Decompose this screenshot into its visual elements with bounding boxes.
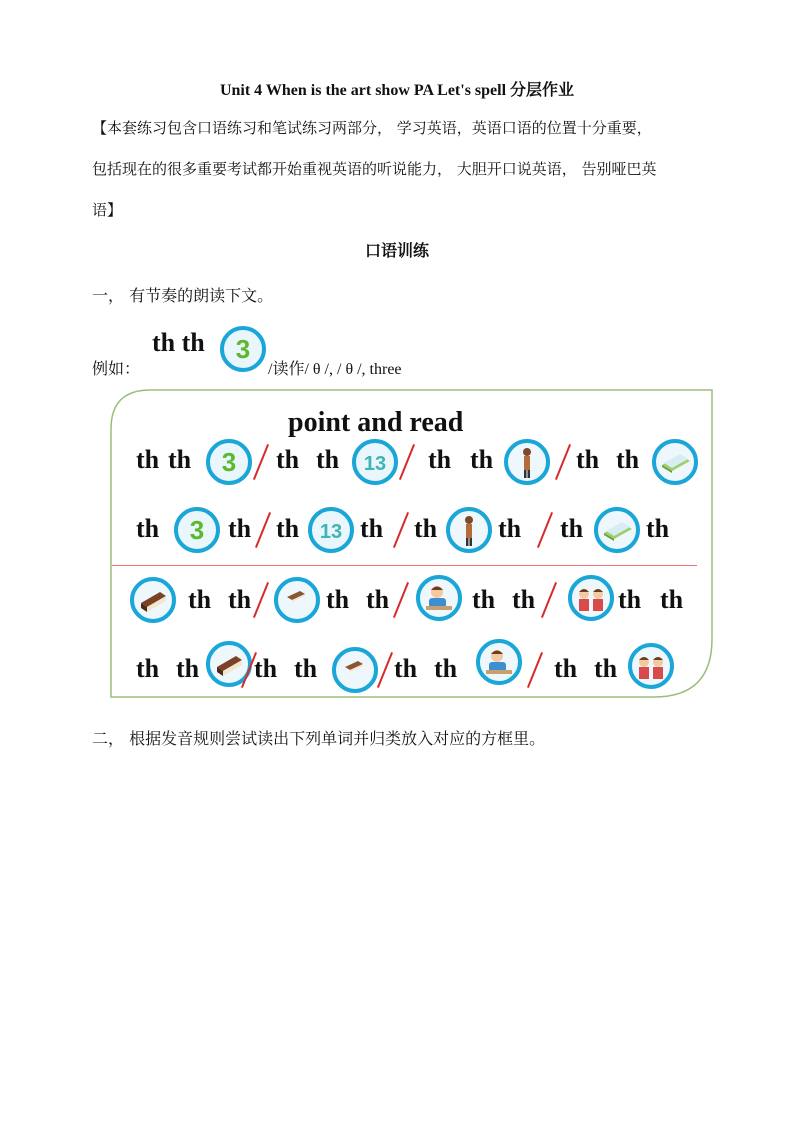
thin-book-icon xyxy=(274,577,320,623)
th-text: th xyxy=(366,585,390,614)
section-title: 口语训练 xyxy=(364,241,429,260)
thin-man-icon xyxy=(504,439,550,485)
th-text: th xyxy=(470,445,494,474)
th-text: th xyxy=(136,514,160,543)
intro-line-3: 语】 xyxy=(92,201,123,219)
number-three-icon xyxy=(174,507,220,553)
th-text: th xyxy=(472,585,496,614)
th-text: th xyxy=(276,514,300,543)
thin-man-icon xyxy=(446,507,492,553)
number-thirteen-icon xyxy=(352,439,398,485)
thick-book-icon xyxy=(130,577,176,623)
brothers-icon xyxy=(628,643,674,689)
th-text: th xyxy=(228,514,252,543)
example-label: 例如： xyxy=(92,359,141,378)
th-text: th xyxy=(136,445,160,474)
th-text: th xyxy=(316,445,340,474)
example-row xyxy=(92,326,692,378)
svg-text:3: 3 xyxy=(221,447,237,477)
svg-text:13: 13 xyxy=(319,521,343,543)
th-text: th xyxy=(294,654,318,683)
question-1: 一， 有节奏的朗读下文。 xyxy=(92,286,274,305)
th-text: th xyxy=(594,654,618,683)
maths-book-icon xyxy=(652,439,698,485)
th-text: th xyxy=(326,585,350,614)
intro-line-2: 包括现在的很多重要考试都开始重视英语的听说能力， 大胆开口说英语， 告别哑巴英 xyxy=(92,160,657,178)
th-text: th xyxy=(554,654,578,683)
number-thirteen-icon xyxy=(308,507,354,553)
th-text: th xyxy=(188,585,212,614)
th-text: th xyxy=(616,445,640,474)
th-text: th xyxy=(512,585,536,614)
example-number: 3 xyxy=(235,334,251,364)
panel-divider xyxy=(112,565,697,566)
th-text: th xyxy=(136,654,160,683)
example-th-th: th th xyxy=(152,328,205,357)
th-text: th xyxy=(576,445,600,474)
th-text: th xyxy=(168,445,192,474)
th-text: th xyxy=(498,514,522,543)
svg-text:3: 3 xyxy=(189,515,205,545)
th-text: th xyxy=(560,514,584,543)
th-text: th xyxy=(434,654,458,683)
number-three-icon xyxy=(206,439,252,485)
th-text: th xyxy=(394,654,418,683)
th-text: th xyxy=(276,445,300,474)
svg-text:13: 13 xyxy=(363,453,387,475)
question-2: 二， 根据发音规则尝试读出下列单词并归类放入对应的方框里。 xyxy=(92,729,546,748)
th-text: th xyxy=(228,585,252,614)
maths-book-icon xyxy=(594,507,640,553)
th-text: th xyxy=(414,514,438,543)
th-text: th xyxy=(254,654,278,683)
th-text: th xyxy=(176,654,200,683)
th-text: th xyxy=(646,514,670,543)
brothers-icon xyxy=(568,575,614,621)
point-and-read-panel xyxy=(110,389,713,698)
thinking-boy-icon xyxy=(476,639,522,685)
th-text: th xyxy=(660,585,684,614)
number-three-icon xyxy=(220,326,266,377)
example-reading: /读作/ θ /, / θ /, three xyxy=(268,361,402,378)
th-text: th xyxy=(428,445,452,474)
thin-book-icon xyxy=(332,647,378,693)
panel-title: point and read xyxy=(288,407,464,438)
th-text: th xyxy=(618,585,642,614)
intro-line-1: 【本套练习包含口语练习和笔试练习两部分， 学习英语，英语口语的位置十分重要， xyxy=(92,119,652,137)
page-title: Unit 4 When is the art show PA Let's spell 分层作业 xyxy=(219,82,575,99)
th-text: th xyxy=(360,514,384,543)
thinking-boy-icon xyxy=(416,575,462,621)
